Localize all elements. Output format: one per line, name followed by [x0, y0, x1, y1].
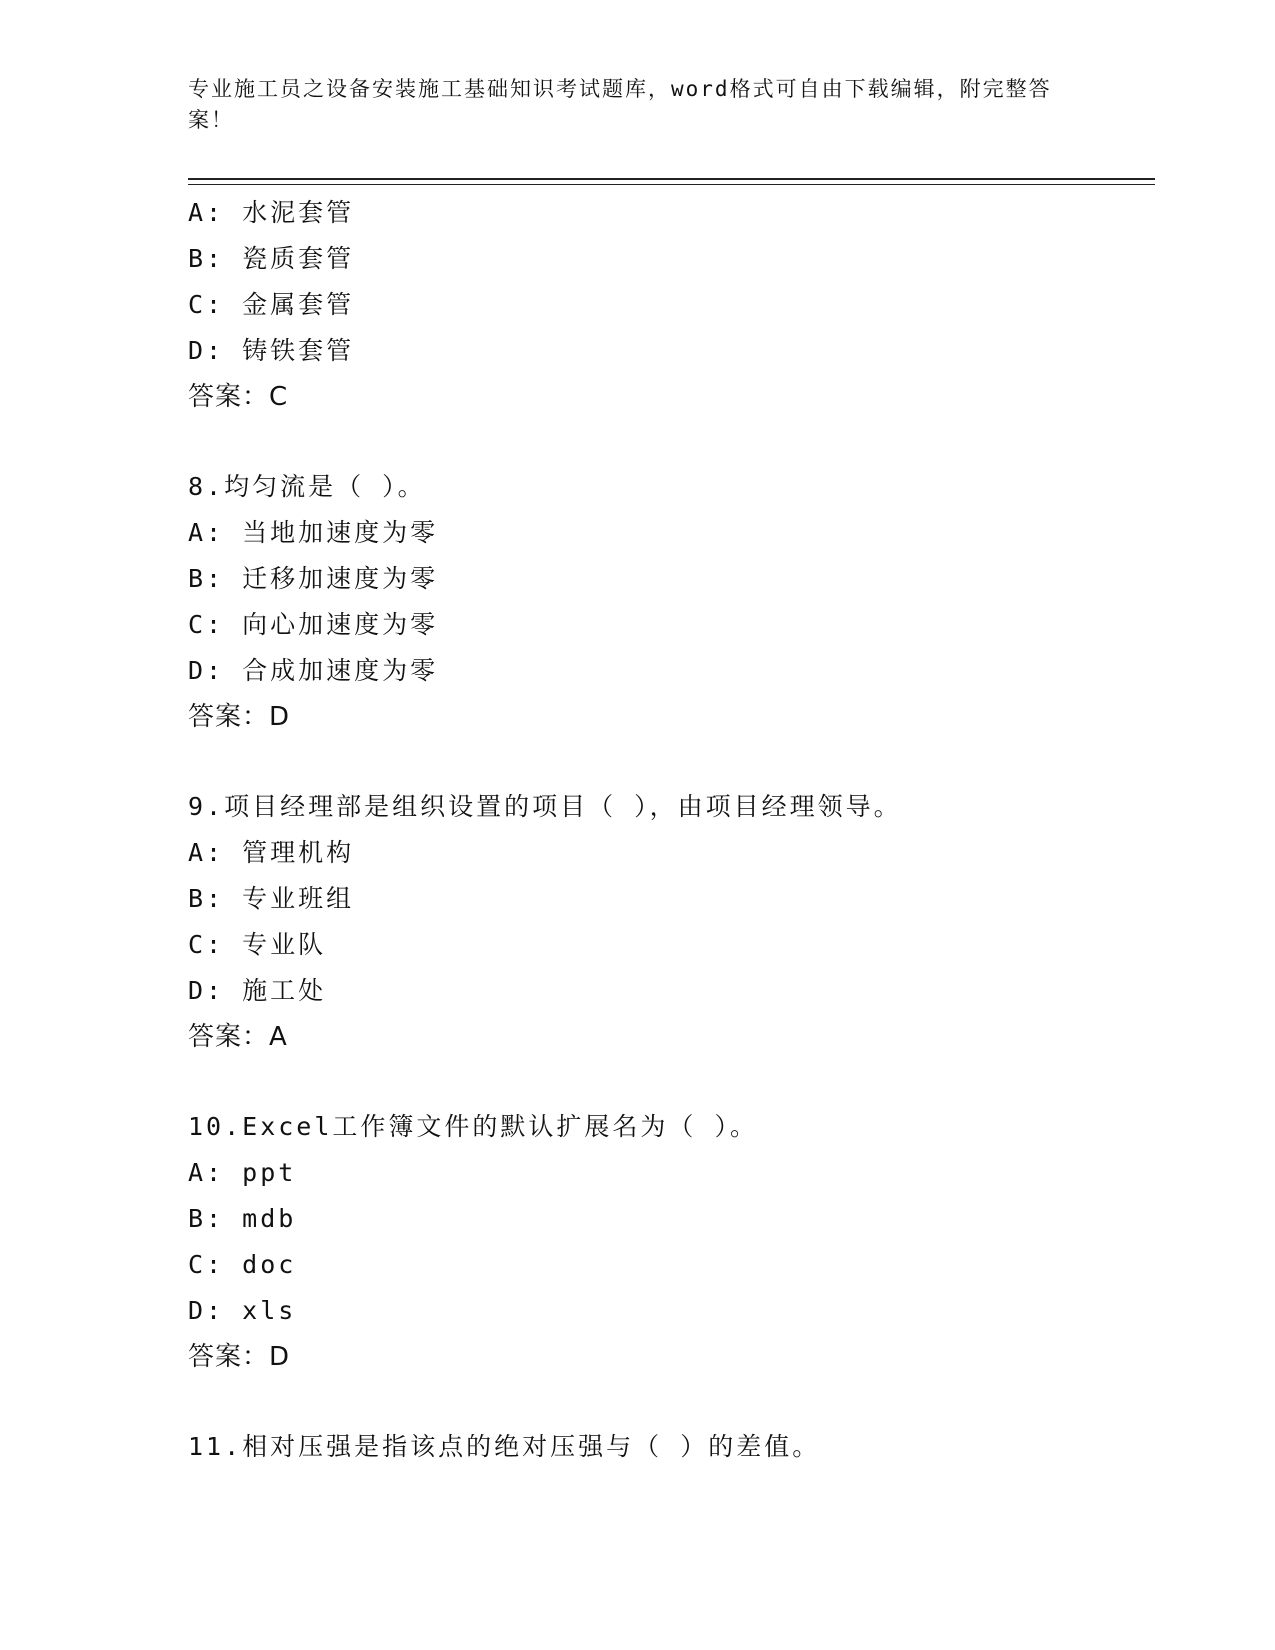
option-b: B: mdb [188, 1204, 297, 1233]
option-d: D: 合成加速度为零 [188, 656, 439, 685]
option-d: D: xls [188, 1296, 297, 1325]
option-a: A: 当地加速度为零 [188, 518, 439, 547]
question-9 [188, 784, 1148, 1060]
question-8 [188, 464, 1148, 740]
answer-line: 答案：C [188, 382, 289, 412]
header-rule-thin [188, 184, 1155, 185]
option-c: C: doc [188, 1250, 297, 1279]
answer-line: 答案：D [188, 1342, 291, 1372]
header-rule-thick [188, 178, 1155, 180]
option-b: B: 瓷质套管 [188, 244, 355, 273]
option-d: D: 铸铁套管 [188, 336, 355, 365]
question-list [188, 190, 1148, 1470]
question-10 [188, 1104, 1148, 1380]
question-text: 9.项目经理部是组织设置的项目（ ），由项目经理领导。 [188, 792, 902, 821]
option-a: A: 管理机构 [188, 838, 355, 867]
answer-line: 答案：D [188, 702, 291, 732]
option-c: C: 向心加速度为零 [188, 610, 439, 639]
option-a: A: ppt [188, 1158, 297, 1187]
question-text: 11.相对压强是指该点的绝对压强与（ ）的差值。 [188, 1432, 821, 1461]
question-text: 10.Excel工作簿文件的默认扩展名为（ ）。 [188, 1112, 758, 1141]
document-header: 专业施工员之设备安装施工基础知识考试题库，word格式可自由下载编辑，附完整答案！ [188, 77, 1052, 132]
question-7-continued [188, 190, 1148, 420]
option-b: B: 专业班组 [188, 884, 355, 913]
option-c: C: 专业队 [188, 930, 327, 959]
answer-line: 答案：A [188, 1022, 288, 1052]
question-11 [188, 1424, 1148, 1470]
option-c: C: 金属套管 [188, 290, 355, 319]
option-d: D: 施工处 [188, 976, 327, 1005]
question-text: 8.均匀流是（ ）。 [188, 472, 426, 501]
option-a: A: 水泥套管 [188, 198, 355, 227]
option-b: B: 迁移加速度为零 [188, 564, 439, 593]
